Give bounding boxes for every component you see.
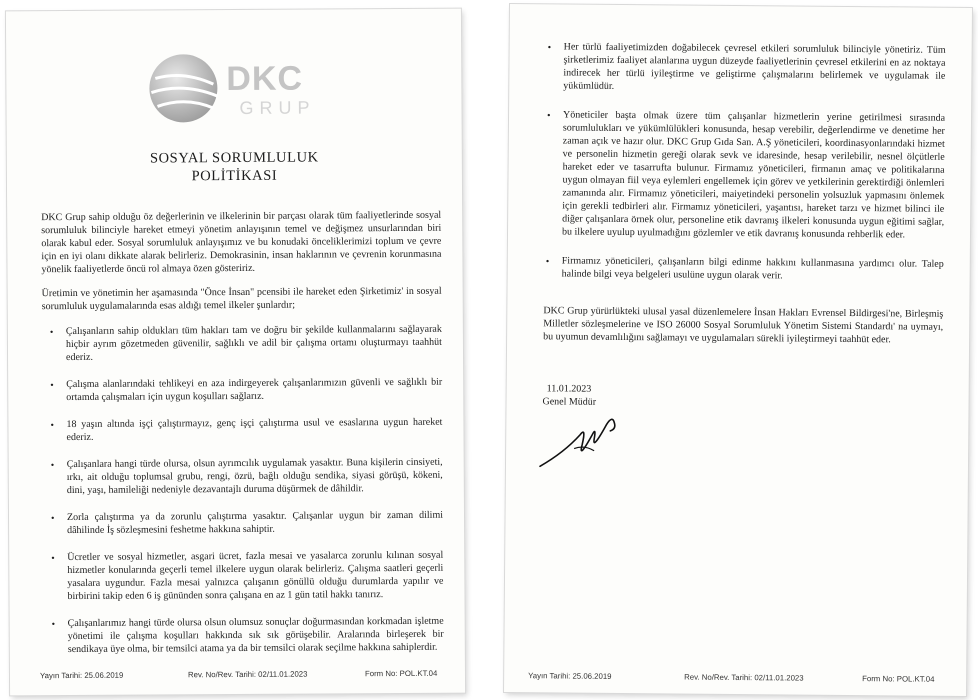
footer-issue-date: Yayın Tarihi: 25.06.2019 bbox=[39, 670, 124, 681]
policy-page-2 bbox=[504, 4, 972, 696]
bullet-icon: • bbox=[50, 513, 55, 525]
list-item bbox=[48, 376, 442, 404]
principles-intro: Üretimin ve yönetimin her aşamasında "Önce İnsan" pcensibi ile hareket eden Şirketimiz' in sosyal sorumluluk uygulamalarında esas aldığı temel ilkeler şunlardır; bbox=[41, 285, 442, 313]
logo-brand-text: DKC bbox=[226, 59, 304, 99]
list-item-text: Her türlü faaliyetimizden doğabilecek çevresel etkileri sorumluluk bilinciyle yönetiriz. Tüm şirketlerimiz faaliyet alanlarına uygun düzeyde faaliyetlerinin çevresel etkilerini en az noktaya indirecek her türlü iyileştirme ve geliştirme çalışmalarını belirlemek ve uygulamak ile yükümlüdür. bbox=[563, 41, 946, 92]
policy-page-1 bbox=[6, 9, 465, 696]
signer-title: Genel Müdür bbox=[542, 396, 597, 408]
principles-list bbox=[48, 323, 444, 670]
footer-issue-date: Yayın Tarihi: 25.06.2019 bbox=[528, 671, 612, 681]
list-item-text: Çalışanların sahip oldukları tüm hakları tam ve doğru bir şekilde kullanmalarını sağlayarak hiçbir ayrım gözetmeden güvenilir, sağlıklı ve adil bir çalışma ortamı oluşturmayı taahhüt ederiz. bbox=[65, 323, 442, 364]
footer-form-number: Form No: POL.KT.04 bbox=[862, 674, 935, 684]
list-item-text: Çalışma alanlarındaki tehlikeyi en aza indirgeyerek çalışanlarımızın güvenli ve sağlıklı bir ortamda çalışmaları için uygun koşulları sağlarız. bbox=[66, 376, 443, 404]
list-item bbox=[544, 108, 945, 241]
document-title-line2: POLİTİKASI bbox=[191, 167, 278, 185]
bullet-icon: • bbox=[51, 619, 56, 631]
list-item bbox=[545, 40, 945, 95]
list-item-text: Yöneticiler başta olmak üzere tüm çalışanlar hizmetlerin yerine getirilmesi sırasında sorumlulukları ve yükümlülükleri konusunda, hesap verebilir, değerlendirme ve denetime her zaman açık ve hazır olur. DKC Grup Gıda San. A.Ş yöneticileri, koordinasyonlarındaki hizmet ve personelin hizmetin gereği olarak sevk ve idaresinde, hesap verilebilir, nesnel ölçütlerle hareket eder ve tasarrufta bulunur. Firmamız yöneticileri, firmanın amaç ve politikalarına uygun olmayan fiil veya eylemleri engellemek için görev ve yetkilerinin gerektirdiği önlemleri zamanında alır. Firmamız yöneticileri, maiyetindeki personelin yolsuzluk yapmasını önlemek için gerekli tedbirleri alır. Firmamız yöneticileri, yaşantısı, hareket tarzı ve hizmet bilinci ile diğer çalışanlara örnek olur, personeline etik davranış ilkeleri konusunda uygun eğitimi sağlar, bu ilkelere uyulup uyulmadığını gözlemler ve etik davranış konusunda rehberlik eder. bbox=[561, 109, 946, 241]
list-item-text: Zorla çalıştırma ya da zorunlu çalıştırma yasaktır. Çalışanlar uygun bir zaman dilimi dâhilinde İş sözleşmesini feshetme hakkına sahiptir. bbox=[66, 509, 444, 537]
footer-revision: Rev. No/Rev. Tarihi: 02/11.01.2023 bbox=[684, 672, 804, 683]
list-item-text: 18 yaşın altında işçi çalıştırmayız, genç işçi çalıştırma usul ve esaslarına uygun hareket ederiz. bbox=[66, 416, 443, 444]
principles-list-continued bbox=[543, 40, 945, 297]
footer-form-number: Form No: POL.KT.04 bbox=[364, 668, 438, 679]
list-item bbox=[50, 615, 444, 656]
footer-revision: Rev. No/Rev. Tarihi: 02/11.01.2023 bbox=[187, 669, 308, 680]
bullet-icon: • bbox=[50, 460, 55, 472]
list-item-text: Çalışanlarımız hangi türde olursa olsun olumsuz sonuçlar doğurmasından korkmadan işletme yönetimi ile çalışma koşulları hakkında sık sık görüşebilir. Aralarında birleşerek bir sendikaya üye olma, bir temsilci atama ya da bir temsilci olarak seçilme hakkına sahiplerdir. bbox=[67, 615, 444, 656]
list-item-text: Çalışanlara hangi türde olursa, olsun ayrımcılık uygulamak yasaktır. Buna kişilerin cinsiyeti, ırkı, ait olduğu toplumsal grubu, rengi, özrü, bağlı olduğu sendika, siyasi görüşü, kökeni, dini, yaşı, hamileliği nedeniyle dezavantajlı duruma düşürmek de dâhildir. bbox=[66, 456, 443, 497]
bullet-icon: • bbox=[50, 380, 54, 392]
document-title: SOSYAL SORUMLULUK bbox=[149, 149, 319, 167]
list-item bbox=[49, 456, 443, 497]
list-item-text: Firmamız yöneticileri, çalışanların bilgi edinme hakkını kullanmasına yardımcı olur. Talep halinde bilgi veya belgeleri usulüne uygun olarak verir. bbox=[561, 255, 944, 282]
bullet-icon: • bbox=[546, 110, 551, 122]
closing-paragraph: DKC Grup yürürlükteki ulusal yasal düzenlemelere İnsan Hakları Evrensel Bildirgesi'ne, Birleşmiş Milletler sözleşmelerine ve ISO 26000 Sosyal Sorumluluk Yönetim Sistemi Standardı' na uymayı, bu uyumun devamlılığını sağlamayı ve uygulamaları sürekli iyileştirmeyi taahhüt eder. bbox=[543, 305, 944, 346]
list-item bbox=[49, 549, 443, 603]
bullet-icon: • bbox=[545, 256, 550, 268]
list-item bbox=[544, 254, 944, 283]
signature-date: 11.01.2023 bbox=[546, 383, 592, 395]
signature-icon bbox=[534, 404, 645, 475]
bullet-icon: • bbox=[51, 553, 55, 565]
dkc-grup-logo bbox=[141, 47, 341, 128]
bullet-icon: • bbox=[50, 420, 54, 432]
logo-sub-text: GRUP bbox=[239, 97, 316, 118]
bullet-icon: • bbox=[49, 327, 54, 339]
bullet-icon: • bbox=[547, 42, 552, 54]
list-item bbox=[48, 416, 442, 444]
list-item bbox=[48, 323, 442, 364]
logo-sphere-icon bbox=[141, 48, 231, 129]
intro-paragraph: DKC Grup sahip olduğu öz değerlerinin ve ilkelerinin bir parçası olarak tüm faaliyetlerinde sosyal sorumluluk bilinciyle hareket etmeyi yönetim anlayışının temel ve değişmez unsurlarından biri olarak kabul eder. Sosyal sorumluluk anlayışımız ve bu konudaki önceliklerimizi toplum ve çevre için en iyi olanı dikkate alarak belirleriz. Demokrasinin, insan haklarının ve çevrenin korunmasına yönelik faaliyetlerde öncü rol almaya özen gösteririz. bbox=[41, 209, 442, 276]
list-item bbox=[49, 509, 443, 537]
list-item-text: Ücretler ve sosyal hizmetler, asgari ücret, fazla mesai ve yasalarca zorunlu kılınan sosyal hizmetler konularında geçerli temel ilkelere uygun olarak belirleriz. Çalışma saatleri geçerli yasalara uygundur. Fazla mesai yalnızca çalışanın gönüllü olduğu durumlarda yapılır ve birbirini takip eden 6 iş gününden sonra çalışana en az 1 gün tatil hakkı tanırız. bbox=[67, 549, 444, 603]
